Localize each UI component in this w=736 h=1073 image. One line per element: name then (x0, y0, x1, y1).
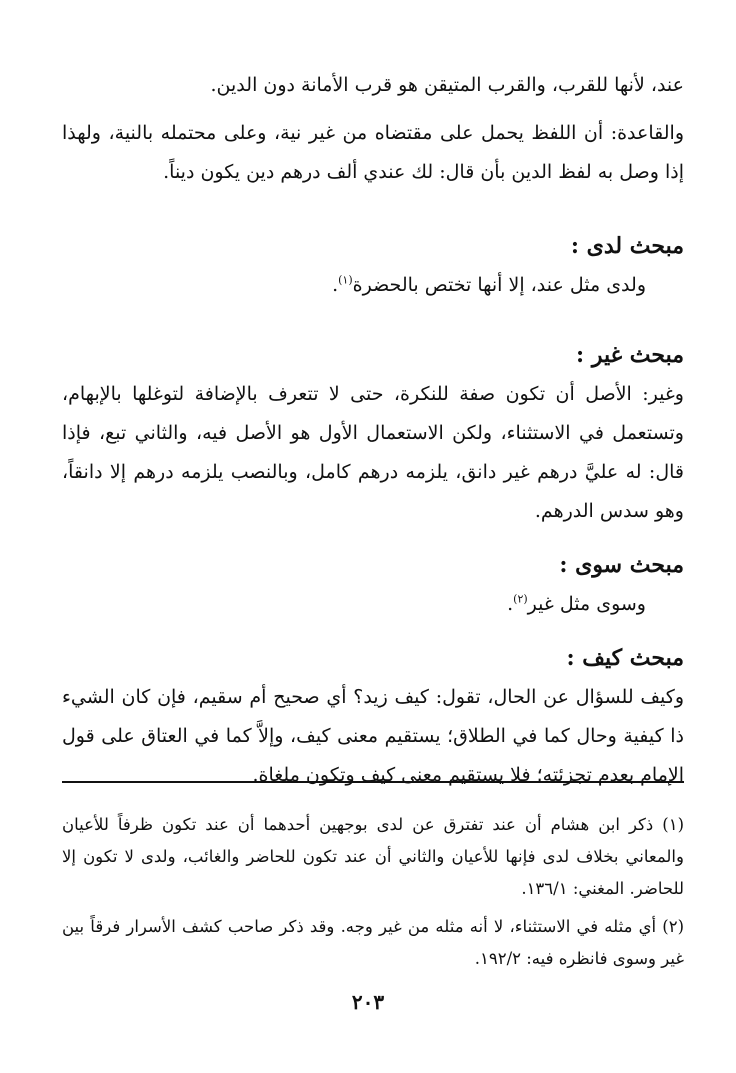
siwa-end: . (507, 593, 514, 615)
paragraph-intro: عند، لأنها للقرب، والقرب المتيقن هو قرب الأمانة دون الدين. (210, 74, 684, 96)
heading-kaifa: مبحث كيف : (566, 645, 684, 671)
paragraph-siwa (62, 585, 684, 624)
siwa-text: وسوى مثل غير (527, 593, 646, 615)
main-text (62, 66, 684, 795)
page-number: ٢٠٣ (351, 990, 385, 1014)
paragraph-ladai (62, 266, 684, 305)
heading-ladai: مبحث لدى : (570, 233, 684, 259)
footnote-2: (٢) أي مثله في الاستثناء، لا أنه مثله من غير وجه. وقد ذكر صاحب كشف الأسرار فرقاً بين غير وسوى فانظره فيه: ١٩٢/٢. (62, 917, 684, 968)
paragraph-kaifa: وكيف للسؤال عن الحال، تقول: كيف زيد؟ أي صحيح أم سقيم، فإن كان الشيء ذا كيفية وحال كما في الطلاق؛ يستقيم معنى كيف، وإلاَّ كما في العتاق على قول الإمام بعدم تجزئته؛ فلا يستقيم معنى كيف وتكون ملغاة. (62, 686, 684, 786)
heading-ghair: مبحث غير : (576, 342, 684, 368)
footnotes (62, 809, 684, 975)
ladai-end: . (332, 274, 339, 296)
footnote-1: (١) ذكر ابن هشام أن عند تفترق عن لدى بوجهين أحدهما أن عند تكون ظرفاً للأعيان والمعاني بخلاف لدى فإنها للأعيان والثاني أن عند تكون للحاضر والغائب، ولدى لا تكون إلا للحاضر. المغني: ١٣٦/١. (62, 815, 684, 898)
footnote-ref-1[interactable]: (١) (338, 273, 353, 287)
footnote-ref-2[interactable]: (٢) (513, 592, 528, 606)
ladai-text: ولدى مثل عند، إلا أنها تختص بالحضرة (352, 274, 646, 296)
paragraph-rule: والقاعدة: أن اللفظ يحمل على مقتضاه من غير نية، وعلى محتمله بالنية، ولهذا إذا وصل به لفظ الدين بأن قال: لك عندي ألف درهم دين يكون ديناً. (62, 122, 684, 183)
footnote-divider (62, 781, 684, 783)
paragraph-ghair: وغير: الأصل أن تكون صفة للنكرة، حتى لا تتعرف بالإضافة لتوغلها بالإبهام، وتستعمل في الاستثناء، ولكن الاستعمال الأول هو الأصل فيه، والثاني تبع، فإذا قال: له عليَّ درهم غير دانق، يلزمه درهم كامل، وبالنصب يلزمه درهم إلا دانقاً، وهو سدس الدرهم. (62, 383, 684, 522)
heading-siwa: مبحث سوى : (559, 552, 684, 578)
